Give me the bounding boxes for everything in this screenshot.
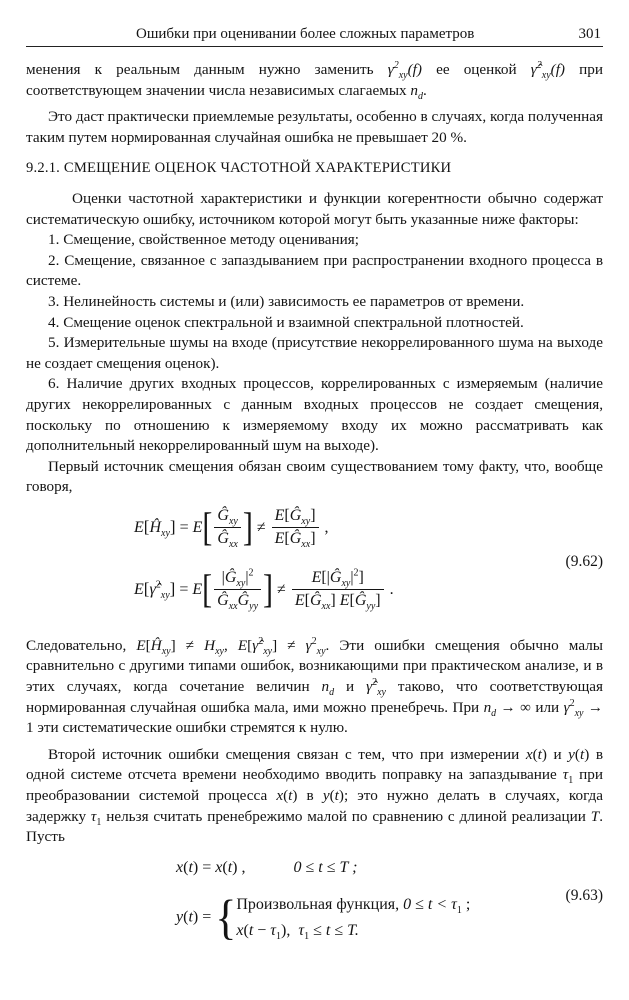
equation-number-9-63: (9.63) bbox=[565, 886, 603, 904]
paragraph-6: Второй источник ошибки смещения связан с тем, что при измерении x(t) и y(t) в одной системе отсчета времени необходимо вводить поправку на запаздывание $\tau_1$ при преобразовании системой процесса x(t) в y(t); это нужно делать в случаях, когда задержку $\tau_1$ нельзя считать пренебрежимо малой по сравнению с длиной реализации T. Пусть bbox=[26, 745, 604, 846]
list-item-5: 5. Измерительные шумы на входе (присутствие некоррелированного шума на выходе не создает смещения оценок). bbox=[26, 334, 603, 372]
equation-9-63 bbox=[26, 848, 603, 944]
paragraph-5: Следовательно, $E[Ĥ_{xy}] \ne H_{xy}$, E[γ̂$^2_{xy}$] ≠ $\gamma^2_{xy}$. Эти ошибки смещения обычно малы сравнительно с другими типами ошибок, возникающими при практическом анализе, и в этих случаях, когда сочетание величин $n_d$ и γ̂$^2_{xy}$ таково, что соответствующая нормированная случайная ошибка мала, ими можно пренебречь. При $n_d$ → ∞ или $\gamma^2_{xy} \to 1$ эти систематические ошибки стремятся к нулю. bbox=[26, 635, 604, 737]
list-item-1: 1. Смещение, свойственное методу оценивания; bbox=[48, 231, 359, 249]
equation-number-9-62: (9.62) bbox=[565, 552, 603, 570]
section-heading: 9.2.1. СМЕЩЕНИЕ ОЦЕНОК ЧАСТОТНОЙ ХАРАКТЕРИСТИКИ bbox=[26, 160, 452, 177]
paragraph-4: Первый источник смещения обязан своим существованием тому факту, что, вообще говоря, bbox=[26, 457, 603, 496]
list-item-6: 6. Наличие других входных процессов, коррелированных с измеряемым (наличие других некоррелированных с данным входных процессов не создает смещения, поскольку по отношению к измеряемому входу их можно рассматривать как дополнительный некоррелированный шум на выходе). bbox=[26, 375, 603, 455]
paragraph-3: Оценки частотной характеристики и функции когерентности обычно содержат систематическую ошибку, источником которой могут быть указанные ниже факторы: bbox=[26, 189, 603, 228]
eq-962-line-2: E[γ̂$^2_{xy}$] = E[ $\frac{|Ĝ_{xy}|^2}{Ĝ_{xx}Ĝ_{yy}}$ ] ≠ $\frac{E[|Ĝ_{xy}|^2]}{E[Ĝ_{xx}] E[Ĝ_{yy}]}$ . bbox=[134, 567, 394, 613]
paragraph-2: Это даст практически приемлемые результаты, особенно в случаях, когда полученная таким путем нормированная случайная ошибка не превышает 20 %. bbox=[26, 108, 603, 146]
list-item-3: 3. Нелинейность системы и (или) зависимость ее параметров от времени. bbox=[48, 292, 525, 310]
paragraph-1: менения к реальным данным нужно заменить $\gamma^2_{xy}(f)$ ее оценкой γ̂$^2_{xy}$(f) при соответствующем значении числа независимых слагаемых $n_d$. bbox=[26, 59, 603, 102]
eq-963-line-1: x(t) = x(t) , 0 ≤ t ≤ T ; bbox=[176, 858, 358, 876]
eq-962-line-1: $E[Ĥ_{xy}] = E$[ $\frac{Ĝ_{xy}}{Ĝ_{xx}}$ ] ≠ $\frac{E[Ĝ_{xy}]}{E[Ĝ_{xx}]}$ , bbox=[134, 505, 329, 551]
running-header bbox=[26, 24, 603, 47]
page-number: 301 bbox=[578, 26, 601, 42]
running-title: Ошибки при оценивании более сложных параметров bbox=[136, 26, 475, 42]
list-item-2: 2. Смещение, связанное с запаздыванием при распространении входного процесса в системе. bbox=[26, 251, 603, 290]
page-body bbox=[26, 60, 603, 944]
equation-9-62 bbox=[26, 498, 603, 630]
eq-963-line-2: y(t) = { Произвольная функция, $0 \le t < \tau_1$ ; $x(t - \tau_1)$, $\tau_1 \le t \le T$. bbox=[176, 890, 471, 945]
list-item-4: 4. Смещение оценок спектральной и взаимной спектральной плотностей. bbox=[48, 313, 524, 331]
